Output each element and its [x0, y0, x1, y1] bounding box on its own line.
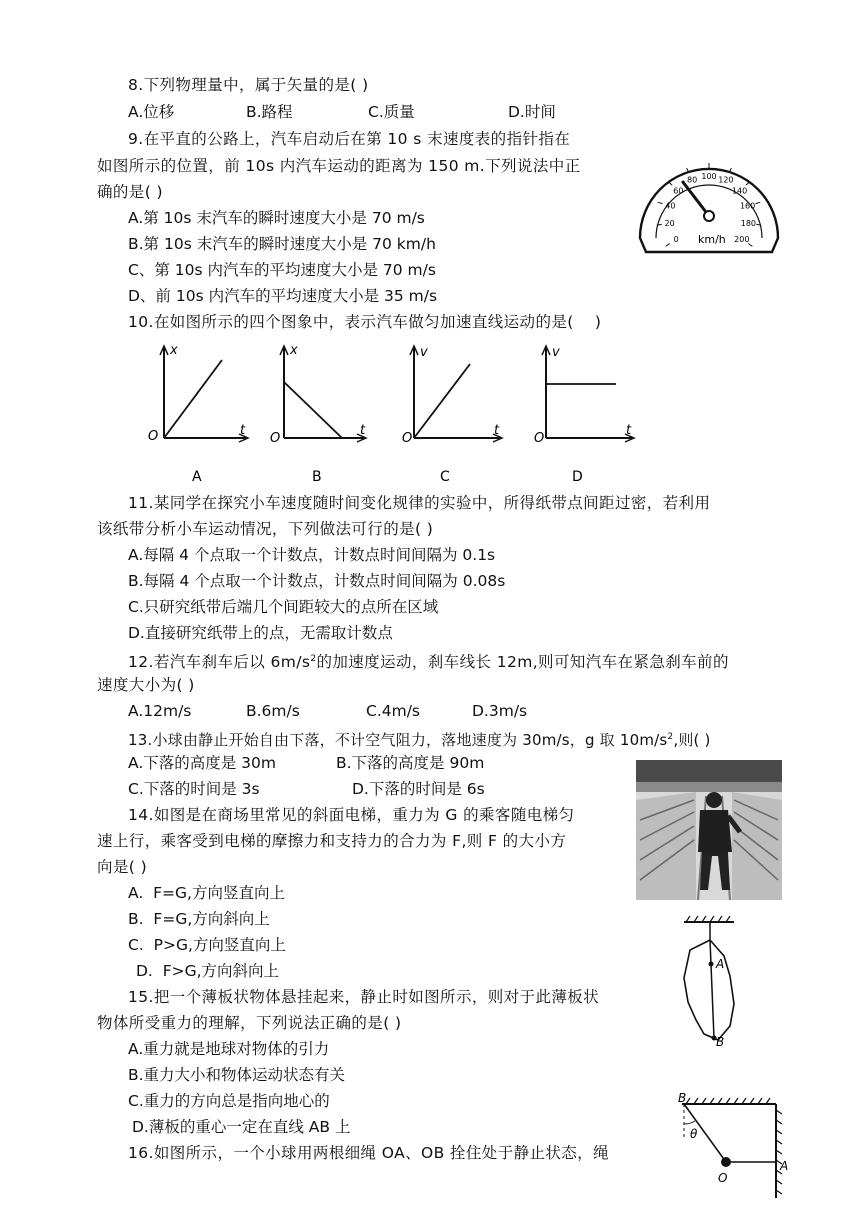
gauge-tick-label: 100: [701, 172, 717, 181]
gauge-tick-label: 180: [740, 218, 757, 228]
q13-option-d: D.下落的时间是 6s: [352, 780, 485, 798]
q11-option-b: B.每隔 4 个点取一个计数点，计数点时间间隔为 0.08s: [128, 572, 506, 590]
graph-c-x-label: t: [494, 423, 500, 438]
q12-stem-line1: 12.若汽车刹车后以 $6m/s^2$的加速度运动，刹车线长 12m,则可知汽车在紧急刹车前的: [128, 653, 729, 672]
q8-option-a: A.位移: [128, 103, 175, 121]
graph-a-x-label: t: [240, 423, 246, 438]
gauge-tick-mark: [748, 244, 752, 247]
q15-option-c: C.重力的方向总是指向地心的: [128, 1092, 330, 1110]
graph-b-origin: O: [270, 431, 281, 446]
q15-stem-line2: 物体所受重力的理解，下列说法正确的是( ): [97, 1014, 402, 1032]
q9-option-b: B.第 10s 末汽车的瞬时速度大小是 70 km/h: [128, 235, 436, 253]
q8-option-c: C.质量: [368, 103, 415, 121]
point-b-label: B: [678, 1091, 687, 1105]
q8-stem: 8.下列物理量中，属于矢量的是( ): [128, 76, 369, 94]
graph-d-caption: D: [572, 469, 583, 485]
q14-stem-line1: 14.如图是在商场里常见的斜面电梯，重力为 G 的乘客随电梯匀: [128, 806, 575, 824]
line-ab: [710, 940, 714, 1038]
gauge-tick-label: 120: [718, 175, 734, 185]
gauge-tick-label: 200: [734, 234, 750, 244]
two-strings-figure: [668, 1090, 794, 1202]
angle-theta-label: θ: [690, 1127, 698, 1141]
graph-b: [270, 343, 366, 485]
q13-stem: 13.小球由静止开始自由下落，不计空气阻力，落地速度为 30m/s，g 取 $10m/s^2$,则( ): [128, 731, 711, 749]
q13-option-c: C.下落的时间是 3s: [128, 780, 260, 798]
graph-d-x-label: t: [626, 423, 632, 438]
q11-stem-line1: 11.某同学在探究小车速度随时间变化规律的实验中，所得纸带点间距过密，若利用: [128, 494, 711, 512]
graph-c-caption: C: [440, 469, 450, 485]
q12-option-a: A.12m/s: [128, 702, 192, 720]
q12-stem-line2: 速度大小为( ): [97, 676, 195, 694]
point-a-label: A: [780, 1159, 789, 1173]
point-o-label: O: [718, 1171, 728, 1185]
q14-option-b: B. F=G,方向斜向上: [128, 910, 270, 928]
q16-stem: 16.如图所示，一个小球用两根细绳 OA、OB 拴住处于静止状态，绳: [128, 1144, 609, 1162]
passenger-body: [698, 810, 732, 852]
q12-option-d: D.3m/s: [472, 702, 528, 720]
gauge-tick-mark: [755, 202, 760, 203]
q14-stem-line2: 速上行，乘客受到电梯的摩擦力和支持力的合力为 F,则 F 的大小方: [97, 832, 567, 850]
q11-option-a: A.每隔 4 个点取一个计数点，计数点时间间隔为 0.1s: [128, 546, 496, 564]
graph-d-y-label: v: [552, 345, 560, 360]
q8-option-b: B.路程: [246, 103, 293, 121]
q14-option-a: A. F=G,方向竖直向上: [128, 884, 285, 902]
graph-a-caption: A: [192, 469, 202, 485]
q13-option-b: B.下落的高度是 90m: [336, 754, 485, 772]
graph-d-origin: O: [534, 431, 545, 446]
q12-option-c: C.4m/s: [366, 702, 421, 720]
gauge-pivot: [704, 211, 714, 221]
q15-option-b: B.重力大小和物体运动状态有关: [128, 1066, 346, 1084]
gauge-tick-mark: [746, 182, 750, 185]
q14-option-d: D. F>G,方向斜向上: [136, 962, 280, 980]
q9-option-d: D、前 10s 内汽车的平均速度大小是 35 m/s: [128, 287, 438, 305]
q11-option-d: D.直接研究纸带上的点，无需取计数点: [128, 624, 393, 642]
point-b-label: B: [716, 1035, 725, 1049]
graph-c: [402, 345, 502, 485]
graph-a: [148, 343, 248, 485]
gauge-tick-mark: [668, 182, 672, 185]
q9-stem-line2: 如图所示的位置，前 10s 内汽车运动的距离为 150 m.下列说法中正: [97, 157, 581, 175]
graph-a-origin: O: [148, 429, 159, 444]
q11-option-c: C.只研究纸带后端几个间距较大的点所在区域: [128, 598, 439, 616]
q15-stem-line1: 15.把一个薄板状物体悬挂起来，静止时如图所示，则对于此薄板状: [128, 988, 600, 1006]
q9-stem-line1: 9.在平直的公路上，汽车启动后在第 10 s 末速度表的指针指在: [128, 130, 571, 148]
graph-a-y-label: x: [170, 343, 178, 358]
q13-option-a: A.下落的高度是 30m: [128, 754, 277, 772]
gauge-tick-mark: [666, 244, 670, 247]
speedometer-figure: [636, 148, 782, 256]
q11-stem-line2: 该纸带分析小车运动情况，下列做法可行的是( ): [97, 520, 434, 538]
q9-stem-line3: 确的是( ): [97, 183, 163, 201]
thin-plate-outline: [684, 940, 734, 1040]
graph-b-x-label: t: [360, 423, 366, 438]
ball: [721, 1157, 731, 1167]
gauge-tick-label: 160: [739, 201, 756, 211]
graph-b-line: [284, 382, 342, 438]
q9-option-c: C、第 10s 内汽车的平均速度大小是 70 m/s: [128, 261, 436, 279]
graph-b-caption: B: [312, 469, 322, 485]
gauge-tick-label: 60: [673, 186, 684, 196]
hanging-plate-figure: [670, 916, 754, 1052]
q12-option-b: B.6m/s: [246, 702, 300, 720]
q14-stem-line3: 向是( ): [97, 858, 148, 876]
gauge-tick-label: 40: [665, 201, 676, 211]
q15-option-d: D.薄板的重心一定在直线 AB 上: [132, 1118, 351, 1136]
graph-c-origin: O: [402, 431, 413, 446]
gauge-tick-label: 0: [673, 234, 679, 244]
graph-a-line: [164, 360, 222, 438]
graph-d: [534, 345, 634, 485]
q8-option-d: D.时间: [508, 103, 556, 121]
graph-c-y-label: v: [420, 345, 428, 360]
q10-stem: 10.在如图所示的四个图象中，表示汽车做匀加速直线运动的是( ): [128, 313, 602, 331]
point-a-label: A: [716, 957, 725, 971]
gauge-tick-label: 140: [731, 186, 748, 196]
gauge-unit: km/h: [698, 233, 726, 246]
q15-option-a: A.重力就是地球对物体的引力: [128, 1040, 330, 1058]
graph-c-line: [414, 364, 470, 438]
graph-b-y-label: x: [290, 343, 298, 358]
escalator-photo: [636, 760, 782, 900]
gauge-tick-label: 20: [664, 218, 675, 228]
gauge-tick-mark: [658, 202, 663, 203]
passenger-head: [706, 792, 722, 808]
motion-graphs-figure: [136, 342, 646, 487]
q14-option-c: C. P>G,方向竖直向上: [128, 936, 286, 954]
gauge-tick-label: 80: [687, 175, 698, 185]
q9-option-a: A.第 10s 末汽车的瞬时速度大小是 70 m/s: [128, 209, 425, 227]
